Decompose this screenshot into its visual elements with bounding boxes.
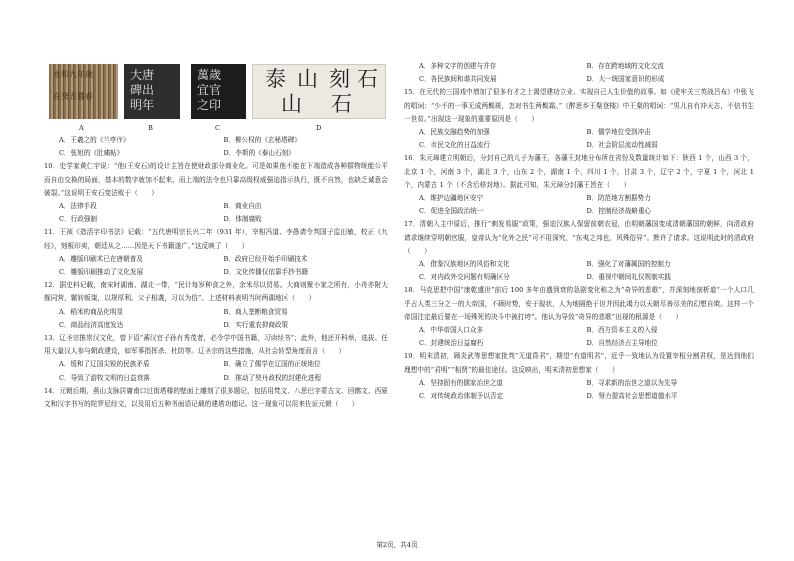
image-d-glyph-6: 石 xyxy=(331,92,352,116)
answer-option[interactable]: B．强化了对藩属国的控制力 xyxy=(586,260,671,269)
answer-option[interactable]: D．努力提高社会思想道德水平 xyxy=(586,392,678,401)
answer-option[interactable]: C．商品经济高度发达 xyxy=(59,320,124,329)
image-label-d: D xyxy=(316,124,322,132)
question-stem: 16．朱元璋建立明朝后，分封自己的儿子为藩王，各藩王封地分布所在省份及数量统计如下：陕西 1 个，山西 3 个，北京 1 个，河南 3 个，湖北 3 个，山东 2 个，湖南 1 个，四川 1 个，甘肃 3 个，辽宁 2 个，宁夏 1 个，河北 1 个，内蒙古 1 个（不含后移封地）。据此可知，朱元璋分封藩王旨在（ ） xyxy=(404,154,754,189)
right-questions xyxy=(404,60,754,403)
answer-option[interactable]: C．各民族间和谐共同发展 xyxy=(419,75,497,84)
answer-option[interactable]: A．缓和了辽国尖锐的民族矛盾 xyxy=(59,360,150,369)
image-d-glyph-5: 山 xyxy=(281,92,302,116)
question-stem: 13．辽圣宗推崇汉文化，曾下诏“蕃汉官子孙有秀茂者，必令学中国书籍，习读经书”；此外，他还开科举，选拔、任用大量汉人参与朝政建设，如军事指挥杀、杜防等。辽圣宗的这些措施，从社会转型角度而言（ ） xyxy=(44,334,388,356)
answer-options xyxy=(44,306,388,332)
image-label-a: A xyxy=(79,124,84,132)
answer-option[interactable]: B．确立了儒学在辽国的正统地位 xyxy=(223,360,321,369)
answer-option[interactable]: C．对传统政治体制予以否定 xyxy=(419,392,504,401)
image-d-glyph-2: 山 xyxy=(297,67,318,91)
answer-option[interactable]: C．雕版印刷推动了文化发展 xyxy=(59,268,144,277)
answer-option[interactable]: A．多种文字的创建与并存 xyxy=(419,62,497,70)
answer-option[interactable]: C．行政强制 xyxy=(59,215,98,224)
answer-option[interactable]: A．坚持固有的儒家治世之道 xyxy=(419,378,503,387)
answer-options xyxy=(404,258,754,284)
question-stem: 11．王祯《造活字印书法》记载：“五代唐明宗长兴二年（931 年），宰相冯道、李愚请令判国子监田敏，校正《九经》，刻板印卖，朝廷从之……因是天下书籍遂广。”这反映了（ ） xyxy=(44,228,388,250)
answer-option[interactable]: A．雕版印刷术已在唐朝普及 xyxy=(59,254,143,263)
right-column xyxy=(404,60,754,403)
answer-options xyxy=(404,324,754,350)
answer-option[interactable]: B．西方资本主义的入侵 xyxy=(586,326,658,335)
answer-option[interactable]: B．寻求新的治世之道以为先导 xyxy=(586,378,678,387)
answer-option[interactable]: A．中华帝国人口众多 xyxy=(419,326,484,335)
image-b-glyphs-3: 明年 xyxy=(130,98,155,112)
answer-option[interactable]: C．封建统治日益腐朽 xyxy=(419,339,484,348)
left-questions xyxy=(44,134,388,411)
answer-option[interactable]: D．社会阶层流动性减弱 xyxy=(586,141,658,150)
answer-option[interactable]: B．存在跨地域的文化交流 xyxy=(586,62,664,70)
answer-option[interactable]: C．张旭的《肚痛帖》 xyxy=(59,149,124,158)
answer-option[interactable]: A．稻米的商品化明显 xyxy=(59,307,124,316)
image-d-glyph-1: 泰 xyxy=(265,67,286,91)
answer-options xyxy=(404,377,754,403)
answer-option[interactable]: B．柳公权的《玄秘塔碑》 xyxy=(223,136,301,144)
image-label-b: B xyxy=(148,124,153,132)
question-stem: 19．明末清初，顾炎武等思想家批判“无道昏君”，期望“有道明君”，近乎一致地认为设置宰相分割君权，是达到他们理想中的“君明”“相贤”的最佳途径。这反映出，明末清初思想家（ ） xyxy=(404,352,754,374)
answer-option[interactable]: A．法律手段 xyxy=(59,202,97,211)
page-number: 第2页，共4页 xyxy=(376,541,418,549)
image-c-glyphs-1: 萬歲 xyxy=(197,68,222,82)
answer-option[interactable]: A．维护边疆地区安宁 xyxy=(419,194,484,203)
answer-option[interactable]: D．推动了契丹政权的封建化进程 xyxy=(223,373,322,382)
answer-option[interactable]: C．市民文化的日益流行 xyxy=(419,141,490,150)
answer-option[interactable]: D．重视中朝间礼仪规制实践 xyxy=(586,273,671,282)
answer-options xyxy=(44,358,388,384)
answer-option[interactable]: D．文化传播仅依靠手抄书籍 xyxy=(223,268,308,277)
image-label-c: C xyxy=(215,124,221,132)
question-stem: 15．在元代的三国戏中增加了很多有才之士渴望建功立业、实现自己人生价值的故事。如《虎牢关三英战吕布》中张飞的唱词：“少不的一事无成两鬓斑，怎对书生两鬓霜。”《醉思乡王粲登楼》中王粲的唱词：“男儿自有冲天志，不信书生一世贫。”出现这一现象的重要原因是（ ） xyxy=(404,88,754,123)
calligraphy-image-b xyxy=(124,64,180,119)
image-d-glyph-3: 刻 xyxy=(329,67,350,91)
answer-option[interactable]: C．对内政外交问题有明确区分 xyxy=(419,273,510,282)
answer-option[interactable]: B．商人垄断粮食贸易 xyxy=(223,307,288,316)
image-a-glyphs-1: 永和九年歲 xyxy=(53,70,93,79)
image-a-glyphs-2: 在癸丑暮春 xyxy=(53,92,93,101)
answer-option[interactable]: B．儒学地位受到冲击 xyxy=(586,128,651,137)
image-b-glyphs-2: 碑出 xyxy=(130,83,155,97)
answer-option[interactable]: A．民族交融趋势的加强 xyxy=(419,128,490,137)
answer-option[interactable]: A．借鉴汉族地区的风俗和文化 xyxy=(419,260,510,269)
answer-options xyxy=(404,60,754,86)
answer-options xyxy=(44,134,388,160)
image-labels xyxy=(44,122,388,134)
answer-option[interactable]: C．促进全国政治统一 xyxy=(419,207,484,216)
answer-option[interactable]: D．实行重农抑商政策 xyxy=(223,320,289,329)
image-c-glyphs-2: 宜官 xyxy=(197,83,222,97)
answer-option[interactable]: C．导致了游牧文明的日益衰落 xyxy=(59,373,150,382)
answer-options xyxy=(44,253,388,279)
answer-options xyxy=(404,192,754,218)
question-stem: 10．史学家黄仁宇说：“他(王安石)的设计主旨在使财政部分商业化。可是如果他不能在下端造成各种群物统能公平而自由交换的局面，基本的数字就加不起来，而上端的法令也只靠高级权威强迫指示执行，既不自然，也缺乏诚意会破裂。”这说明王安石变法败于（ ） xyxy=(44,162,388,197)
question-stem: 12．据史料记载，南宋时湖南、湖北一带，“民计每岁种食之外，余米尽以贸易。大商则聚小家之所有，小舟亦附大舰同营，辗转贩粜，以规厚利。父子相袭，习以为俗”。上述材料表明当时两湖地区（ ） xyxy=(44,281,388,303)
answer-option[interactable]: A．王羲之的《兰亭序》 xyxy=(59,136,130,144)
calligraphy-image-d xyxy=(252,64,386,119)
calligraphy-image-a xyxy=(49,64,118,119)
answer-option[interactable]: B．商业自由 xyxy=(223,202,262,211)
answer-options xyxy=(404,126,754,152)
question-stem: 18．马克思把中国“康乾盛世”前后 100 多年由盛到衰的急剧变化称之为“奇异的悲歌”，并深刻地剖析道“一个人口几乎占人类三分之一的大帝国，不顾时势，安于现状，人为地隔绝于世并因此竭力以天朝尽善尽美的幻想自欺。这样一个帝国注定最后要在一场殊死的决斗中被打垮”。他认为导致“奇异的悲歌”出现的根源是（ ） xyxy=(404,286,754,321)
calligraphy-images xyxy=(44,64,388,122)
answer-option[interactable]: D．李斯的《泰山石刻》 xyxy=(223,149,295,158)
answer-options xyxy=(44,200,388,226)
answer-option[interactable]: D．自然经济占主导地位 xyxy=(586,339,658,348)
image-b-glyphs-1: 大唐 xyxy=(130,68,155,82)
question-stem: 14．元朝后期，燕山支脉居庸南口过街塔楼的壁面上雕刻了很多题记，包括用梵文、八思巴字蒙古文、回鹘文、西夏文和汉字书写的陀罗尼经文，以及用后五种书面语记载的建塔功德记。这一现象可以用来佐证元朝（ ） xyxy=(44,386,388,409)
calligraphy-image-c xyxy=(191,64,246,119)
answer-option[interactable]: B．防范地方割据势力 xyxy=(586,194,651,203)
question-stem: 17．清朝入主中原后，推行“剃发易服”政策，强迫汉族人保留前朝衣冠，由明朝藩国变成清朝藩国的朝鲜，向清政府请求继续穿明朝官服，皇帝认为“化外之民”可不用深究，“东夷之邦也，风殊俗异”。默许了请求。这说明此时的清政府（ ） xyxy=(404,220,754,255)
image-d-glyph-4: 石 xyxy=(357,67,378,91)
left-column xyxy=(44,60,388,411)
answer-option[interactable]: B．政府已经开始手印刷技术 xyxy=(223,254,308,263)
image-c-glyphs-3: 之印 xyxy=(197,98,222,112)
answer-option[interactable]: D．大一统国家意识的形成 xyxy=(586,75,665,84)
answer-option[interactable]: D．控制经济战略重心 xyxy=(586,207,652,216)
answer-option[interactable]: D．体制腐败 xyxy=(223,215,262,224)
